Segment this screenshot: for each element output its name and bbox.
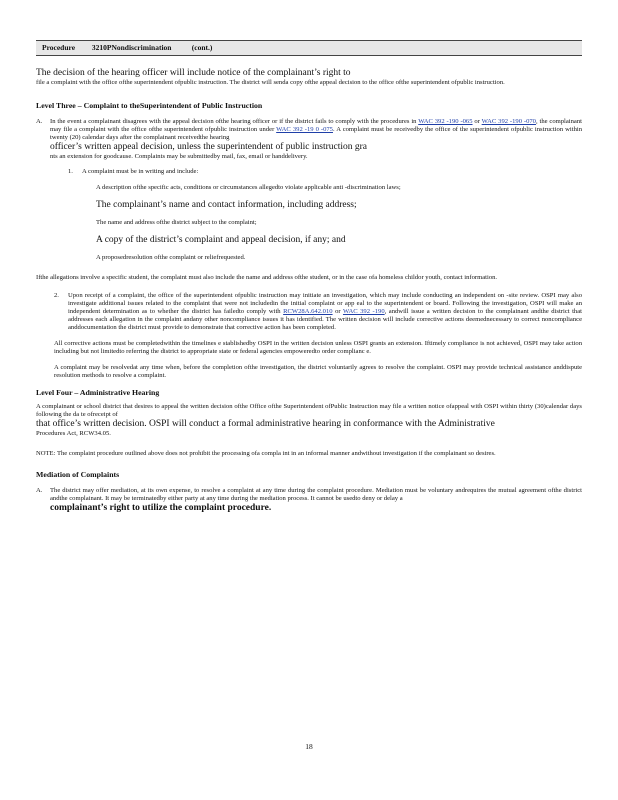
item-a-text	[50, 118, 582, 142]
or-text: or	[335, 308, 341, 315]
procedure-number: 3210PNondiscrimination	[91, 43, 172, 52]
bullet-text: A proposedresolution ofthe complaint or reliefrequested.	[96, 254, 246, 261]
corrective-paragraph: All corrective actions must be completedwithin the timelines e stablishedby OSPI in the written decision unless OSPI grants an extension. Iftimely compliance is not achieved, OSPI may take action including but not limitedto referring the district to appropriate state or federal agencies empoweredto order complianc e.	[54, 340, 582, 355]
list-item-2	[36, 292, 582, 332]
intro-small-text: file a complaint with the office ofthe superintendent ofpublic instruction. The district will senda copy ofthe appeal decision to the office ofthe superintendent ofpublic instruction.	[36, 79, 505, 86]
item-a-large-text: officer’s written appeal decision, unless the superintendent of public instruction gra	[50, 142, 368, 152]
level-four-large: that office’s written decision. OSPI will conduct a formal administrative hearing in conformance with the Administrative	[36, 419, 495, 429]
level-four-small-end: Procedures Act, RCW34.05.	[36, 430, 111, 437]
intro-paragraph	[36, 68, 582, 87]
wac-link-190[interactable]: WAC 392 -190	[342, 308, 385, 315]
bullet-text: A copy of the district’s complaint and appeal decision, if any; and	[96, 235, 346, 245]
bullet-text: A description ofthe specific acts, conditions or circumstances allegedto violate applicable anti -discrimination laws;	[96, 184, 401, 191]
bullet-item	[96, 200, 582, 211]
procedure-label: Procedure	[42, 43, 76, 52]
bullet-item	[96, 235, 582, 246]
list-item-2-post: , andwill issue a written decision to the complainant andthe district that addresses each allegation in the complaint andany other noncompliance issues it has identified. The written decision will include corrective actions deemednecessary to correct noncompliance anddocumentation the district must provide to demonstrate that corrective action has been completed.	[68, 308, 582, 331]
bullet-list	[50, 184, 582, 262]
list-item-1	[50, 168, 582, 176]
mediation-item-a	[36, 487, 582, 514]
document-page	[36, 40, 582, 514]
resolved-paragraph: A complaint may be resolvedat any time when, before the completion ofthe investigation, the district voluntarily agrees to resolve the complaint. OSPI may provide technical assistance anddispute resolution methods to resolve a complaint.	[54, 364, 582, 379]
list-item-2-pre: Upon receipt of a complaint, the office of the superintendent ofpublic instruction may initiate an investigation, which may include conducting an independent on -site review. OSPI may also investigate additional issues related to the complaint that were not includedin the initial complaint or app eal to the superintendent or board. Following the investigation, OSPI will make an independent determination as to whether the district has failedto comply with	[68, 292, 582, 315]
bullet-item	[96, 254, 582, 262]
item-a-pre: In the event a complainant disagrees with the appeal decision ofthe hearing officer or if the district fails to comply with the procedures in	[50, 118, 417, 125]
item-a-mid: , the complainant may file a complaint with the office ofthe superintendent ofpublic instruction under	[50, 118, 582, 133]
level-four-small: A complainant or school district that desires to appeal the written decision ofthe Office ofthe Superintendent ofPublic Instruction may file a written notice ofappeal with OSPI within thirty (30)calendar days following the da te ofreceipt of	[36, 403, 582, 418]
item-a-label: A.	[36, 118, 43, 125]
bullet-text: The complainant’s name and contact information, including address;	[96, 200, 357, 210]
wac-link-075[interactable]: WAC 392 -19 0 -075	[276, 126, 333, 133]
intro-large-text: The decision of the hearing officer will include notice of the complainant’s right to	[36, 68, 351, 78]
level-three-item-a	[36, 118, 582, 262]
note-paragraph: NOTE: The complaint procedure outlined above does not prohibit the processing ofa compla int in an informal manner andwithout investigation if the complainant so desires.	[36, 450, 496, 457]
list-item-2-number: 2.	[54, 292, 59, 299]
rcw-link[interactable]: RCW28A.642.010	[283, 308, 333, 315]
level-three-heading: Level Three – Complaint to theSuperintendent of Public Instruction	[36, 101, 263, 110]
level-four-heading: Level Four – Administrative Hearing	[36, 388, 160, 397]
wac-link-065[interactable]: WAC 392 -190 -065	[418, 118, 473, 125]
homeless-paragraph: Ifthe allegations involve a specific student, the complaint must also include the name and address ofthe student, or in the case ofa homeless childor youth, contact information.	[36, 274, 498, 281]
mediation-small: The district may offer mediation, at its own expense, to resolve a complaint at any time during the complaint procedure. Mediation must be voluntary andrequires the mutual agreement ofthe district andthe complainant. It may be terminatedby either party at any time during the mediation process. It cannot be usedto deny or delay a	[50, 487, 582, 502]
page-number: 18	[305, 742, 313, 751]
bullet-item	[96, 184, 582, 192]
continued-label: (cont.)	[191, 43, 213, 52]
wac-link-070[interactable]: WAC 392 -190 -070	[481, 118, 536, 125]
item-a-end-text: nts an extension for goodcause. Complaints may be submittedby mail, fax, email or handdelivery.	[50, 153, 308, 160]
mediation-heading: Mediation of Complaints	[36, 470, 120, 479]
or-text: or	[474, 118, 480, 125]
bullet-text: The name and address ofthe district subject to the complaint;	[96, 219, 257, 226]
list-item-1-text: A complaint must be in writing and include:	[82, 168, 199, 175]
level-four-paragraph	[36, 403, 582, 438]
procedure-header-bar	[36, 40, 582, 56]
mediation-a-label: A.	[36, 487, 43, 494]
bullet-item	[96, 219, 582, 227]
mediation-large: complainant’s right to utilize the complaint procedure.	[50, 503, 272, 513]
list-item-1-number: 1.	[68, 168, 73, 175]
item-a-mid2: . A complaint must be receivedby the office of the superintendent ofpublic instruction within twenty (20) calendar days after the complainant receivedthe hearing	[50, 126, 582, 141]
